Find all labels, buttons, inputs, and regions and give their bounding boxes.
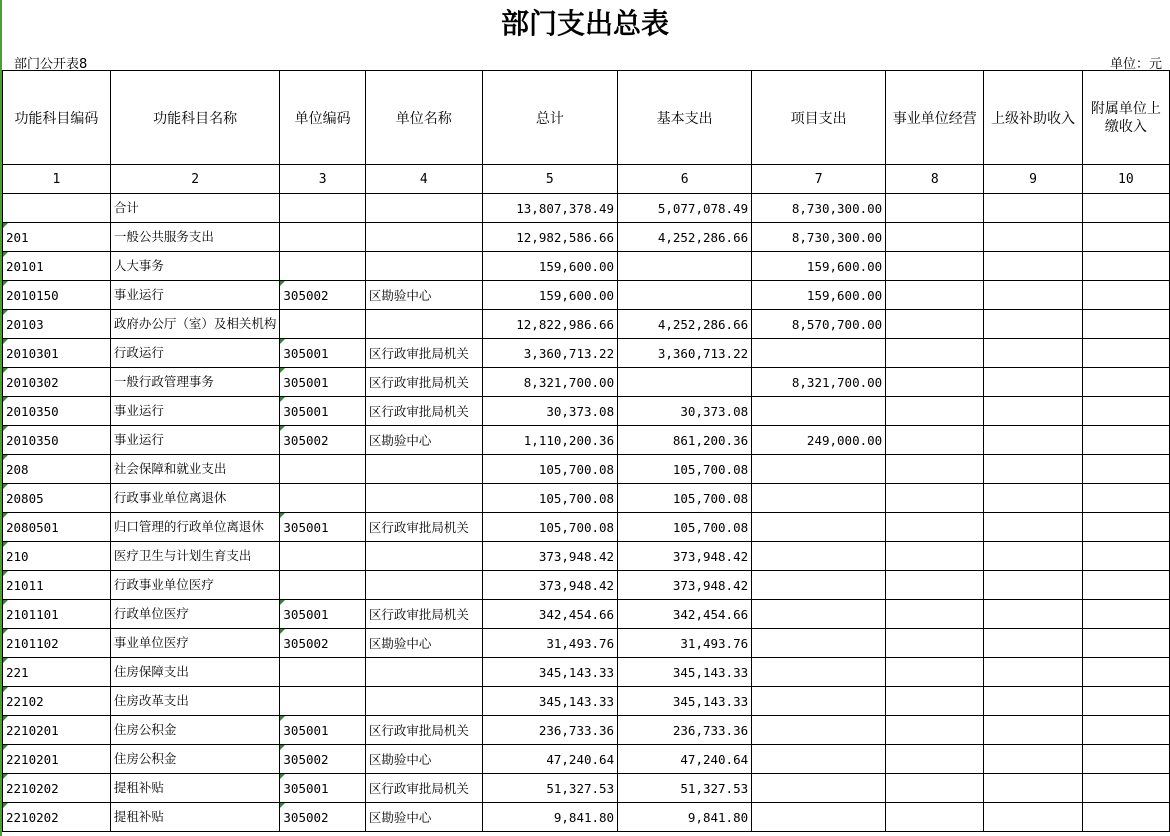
basic-expense-cell[interactable]	[618, 281, 752, 310]
unit-code-cell[interactable]	[280, 223, 366, 252]
superior-subsidy-cell[interactable]	[984, 629, 1082, 658]
basic-expense-cell[interactable]: 105,700.08	[618, 455, 752, 484]
project-expense-cell[interactable]: 159,600.00	[752, 252, 886, 281]
project-expense-cell[interactable]: 8,570,700.00	[752, 310, 886, 339]
page-title: 部门支出总表	[500, 7, 669, 40]
header-cell[interactable]: 附属单位上缴收入	[1082, 71, 1169, 165]
basic-expense-cell[interactable]: 3,360,713.22	[618, 339, 752, 368]
table-row	[3, 600, 1170, 629]
header-cell[interactable]: 总计	[482, 71, 618, 165]
affiliated-unit-cell[interactable]	[1082, 571, 1169, 600]
affiliated-unit-cell[interactable]	[1082, 368, 1169, 397]
total-cell[interactable]: 12,982,586.66	[482, 223, 618, 252]
total-cell[interactable]: 13,807,378.49	[482, 194, 618, 223]
function-name-cell[interactable]: 事业单位医疗	[110, 629, 280, 658]
column-index-cell[interactable]: 4	[365, 165, 482, 194]
project-expense-cell[interactable]	[752, 629, 886, 658]
unit-code-cell[interactable]	[280, 455, 366, 484]
table-row	[3, 774, 1170, 803]
affiliated-unit-cell[interactable]	[1082, 252, 1169, 281]
superior-subsidy-cell[interactable]	[984, 803, 1082, 832]
unit-code-cell[interactable]	[280, 310, 366, 339]
business-operation-cell[interactable]	[886, 745, 984, 774]
total-cell[interactable]: 12,822,986.66	[482, 310, 618, 339]
total-cell[interactable]: 9,841.80	[482, 803, 618, 832]
header-cell[interactable]: 功能科目编码	[3, 71, 111, 165]
business-operation-cell[interactable]	[886, 484, 984, 513]
unit-label: 单位：元	[1109, 57, 1162, 72]
basic-expense-cell[interactable]: 4,252,286.66	[618, 223, 752, 252]
table-row	[3, 542, 1170, 571]
function-code-cell[interactable]: 2210201	[3, 716, 111, 745]
function-code-cell[interactable]: 20103	[3, 310, 111, 339]
business-operation-cell[interactable]	[886, 600, 984, 629]
basic-expense-cell[interactable]	[618, 252, 752, 281]
function-name-cell[interactable]: 行政事业单位离退休	[110, 484, 280, 513]
unit-name-cell[interactable]: 区勘验中心	[365, 803, 482, 832]
unit-code-cell[interactable]: 305002	[280, 745, 366, 774]
superior-subsidy-cell[interactable]	[984, 658, 1082, 687]
affiliated-unit-cell[interactable]	[1082, 484, 1169, 513]
total-cell[interactable]: 345,143.33	[482, 687, 618, 716]
function-name-cell[interactable]: 归口管理的行政单位离退休	[110, 513, 280, 542]
basic-expense-cell[interactable]: 236,733.36	[618, 716, 752, 745]
column-index-cell[interactable]: 2	[110, 165, 280, 194]
table-row	[3, 252, 1170, 281]
superior-subsidy-cell[interactable]	[984, 397, 1082, 426]
project-expense-cell[interactable]: 8,321,700.00	[752, 368, 886, 397]
project-expense-cell[interactable]	[752, 397, 886, 426]
basic-expense-cell[interactable]: 345,143.33	[618, 658, 752, 687]
affiliated-unit-cell[interactable]	[1082, 745, 1169, 774]
unit-name-cell[interactable]: 区勘验中心	[365, 745, 482, 774]
total-cell[interactable]: 345,143.33	[482, 658, 618, 687]
table-row	[3, 803, 1170, 832]
function-code-cell[interactable]: 2210202	[3, 803, 111, 832]
function-code-cell[interactable]: 2010350	[3, 397, 111, 426]
table-row	[3, 397, 1170, 426]
business-operation-cell[interactable]	[886, 223, 984, 252]
function-name-cell[interactable]: 行政单位医疗	[110, 600, 280, 629]
basic-expense-cell[interactable]: 373,948.42	[618, 542, 752, 571]
function-code-cell[interactable]: 2010350	[3, 426, 111, 455]
unit-code-cell[interactable]: 305001	[280, 339, 366, 368]
affiliated-unit-cell[interactable]	[1082, 629, 1169, 658]
unit-name-cell[interactable]	[365, 658, 482, 687]
table-row	[3, 745, 1170, 774]
affiliated-unit-cell[interactable]	[1082, 542, 1169, 571]
table-row	[3, 571, 1170, 600]
function-name-cell[interactable]: 社会保障和就业支出	[110, 455, 280, 484]
business-operation-cell[interactable]	[886, 281, 984, 310]
column-index-cell[interactable]: 6	[618, 165, 752, 194]
function-name-cell[interactable]: 一般行政管理事务	[110, 368, 280, 397]
superior-subsidy-cell[interactable]	[984, 223, 1082, 252]
unit-code-cell[interactable]	[280, 687, 366, 716]
business-operation-cell[interactable]	[886, 716, 984, 745]
header-cell[interactable]: 单位编码	[280, 71, 366, 165]
unit-name-cell[interactable]: 区行政审批局机关	[365, 368, 482, 397]
superior-subsidy-cell[interactable]	[984, 571, 1082, 600]
header-cell[interactable]: 功能科目名称	[110, 71, 280, 165]
unit-code-cell[interactable]: 305001	[280, 774, 366, 803]
basic-expense-cell[interactable]: 51,327.53	[618, 774, 752, 803]
table-row	[3, 629, 1170, 658]
function-name-cell[interactable]: 一般公共服务支出	[110, 223, 280, 252]
function-name-cell[interactable]: 合计	[110, 194, 280, 223]
superior-subsidy-cell[interactable]	[984, 745, 1082, 774]
total-cell[interactable]: 373,948.42	[482, 542, 618, 571]
unit-name-cell[interactable]	[365, 571, 482, 600]
business-operation-cell[interactable]	[886, 803, 984, 832]
function-name-cell[interactable]: 提租补贴	[110, 774, 280, 803]
basic-expense-cell[interactable]: 30,373.08	[618, 397, 752, 426]
unit-code-cell[interactable]: 305001	[280, 368, 366, 397]
function-code-cell[interactable]: 21011	[3, 571, 111, 600]
table-row	[3, 339, 1170, 368]
affiliated-unit-cell[interactable]	[1082, 658, 1169, 687]
table-row	[3, 658, 1170, 687]
affiliated-unit-cell[interactable]	[1082, 194, 1169, 223]
business-operation-cell[interactable]	[886, 542, 984, 571]
form-label: 部门公开表8	[14, 57, 88, 72]
function-name-cell[interactable]: 住房改革支出	[110, 687, 280, 716]
unit-code-cell[interactable]	[280, 484, 366, 513]
basic-expense-cell[interactable]: 342,454.66	[618, 600, 752, 629]
project-expense-cell[interactable]	[752, 745, 886, 774]
total-cell[interactable]: 47,240.64	[482, 745, 618, 774]
superior-subsidy-cell[interactable]	[984, 687, 1082, 716]
function-name-cell[interactable]: 住房保障支出	[110, 658, 280, 687]
function-code-cell[interactable]: 221	[3, 658, 111, 687]
unit-code-cell[interactable]	[280, 252, 366, 281]
affiliated-unit-cell[interactable]	[1082, 774, 1169, 803]
basic-expense-cell[interactable]: 373,948.42	[618, 571, 752, 600]
function-name-cell[interactable]: 事业运行	[110, 281, 280, 310]
table-row	[3, 716, 1170, 745]
unit-name-cell[interactable]	[365, 542, 482, 571]
affiliated-unit-cell[interactable]	[1082, 339, 1169, 368]
function-code-cell[interactable]: 2010301	[3, 339, 111, 368]
affiliated-unit-cell[interactable]	[1082, 310, 1169, 339]
function-name-cell[interactable]: 事业运行	[110, 397, 280, 426]
unit-name-cell[interactable]: 区行政审批局机关	[365, 600, 482, 629]
function-code-cell[interactable]: 20805	[3, 484, 111, 513]
total-cell[interactable]: 236,733.36	[482, 716, 618, 745]
project-expense-cell[interactable]: 159,600.00	[752, 281, 886, 310]
unit-name-cell[interactable]: 区行政审批局机关	[365, 397, 482, 426]
project-expense-cell[interactable]	[752, 658, 886, 687]
superior-subsidy-cell[interactable]	[984, 600, 1082, 629]
project-expense-cell[interactable]	[752, 716, 886, 745]
function-name-cell[interactable]: 事业运行	[110, 426, 280, 455]
superior-subsidy-cell[interactable]	[984, 426, 1082, 455]
business-operation-cell[interactable]	[886, 774, 984, 803]
total-cell[interactable]: 159,600.00	[482, 281, 618, 310]
affiliated-unit-cell[interactable]	[1082, 397, 1169, 426]
table-row	[3, 368, 1170, 397]
business-operation-cell[interactable]	[886, 397, 984, 426]
column-index-cell[interactable]: 10	[1082, 165, 1169, 194]
unit-code-cell[interactable]: 305001	[280, 600, 366, 629]
unit-name-cell[interactable]: 区行政审批局机关	[365, 339, 482, 368]
basic-expense-cell[interactable]: 4,252,286.66	[618, 310, 752, 339]
superior-subsidy-cell[interactable]	[984, 194, 1082, 223]
column-index-cell[interactable]: 1	[3, 165, 111, 194]
unit-name-cell[interactable]	[365, 687, 482, 716]
superior-subsidy-cell[interactable]	[984, 716, 1082, 745]
column-index-row	[3, 165, 1170, 194]
unit-name-cell[interactable]: 区行政审批局机关	[365, 774, 482, 803]
project-expense-cell[interactable]	[752, 455, 886, 484]
table-row	[3, 223, 1170, 252]
basic-expense-cell[interactable]: 105,700.08	[618, 484, 752, 513]
basic-expense-cell[interactable]: 861,200.36	[618, 426, 752, 455]
table-row	[3, 687, 1170, 716]
affiliated-unit-cell[interactable]	[1082, 687, 1169, 716]
table-row	[3, 513, 1170, 542]
function-code-cell[interactable]: 2101101	[3, 600, 111, 629]
superior-subsidy-cell[interactable]	[984, 513, 1082, 542]
function-code-cell[interactable]: 2210202	[3, 774, 111, 803]
project-expense-cell[interactable]	[752, 339, 886, 368]
project-expense-cell[interactable]	[752, 571, 886, 600]
function-code-cell[interactable]: 20101	[3, 252, 111, 281]
business-operation-cell[interactable]	[886, 426, 984, 455]
affiliated-unit-cell[interactable]	[1082, 223, 1169, 252]
function-code-cell[interactable]: 201	[3, 223, 111, 252]
table-row	[3, 426, 1170, 455]
unit-code-cell[interactable]: 305002	[280, 803, 366, 832]
function-code-cell[interactable]: 2010302	[3, 368, 111, 397]
superior-subsidy-cell[interactable]	[984, 368, 1082, 397]
basic-expense-cell[interactable]: 105,700.08	[618, 513, 752, 542]
unit-code-cell[interactable]: 305002	[280, 281, 366, 310]
header-cell[interactable]: 上级补助收入	[984, 71, 1082, 165]
superior-subsidy-cell[interactable]	[984, 281, 1082, 310]
business-operation-cell[interactable]	[886, 194, 984, 223]
basic-expense-cell[interactable]: 345,143.33	[618, 687, 752, 716]
total-cell[interactable]: 1,110,200.36	[482, 426, 618, 455]
column-index-cell[interactable]: 8	[886, 165, 984, 194]
project-expense-cell[interactable]	[752, 803, 886, 832]
unit-name-cell[interactable]: 区行政审批局机关	[365, 716, 482, 745]
affiliated-unit-cell[interactable]	[1082, 281, 1169, 310]
column-index-cell[interactable]: 9	[984, 165, 1082, 194]
header-cell[interactable]: 基本支出	[618, 71, 752, 165]
function-name-cell[interactable]: 提租补贴	[110, 803, 280, 832]
table-row	[3, 310, 1170, 339]
affiliated-unit-cell[interactable]	[1082, 455, 1169, 484]
header-cell[interactable]: 单位名称	[365, 71, 482, 165]
superior-subsidy-cell[interactable]	[984, 339, 1082, 368]
basic-expense-cell[interactable]: 5,077,078.49	[618, 194, 752, 223]
basic-expense-cell[interactable]: 31,493.76	[618, 629, 752, 658]
unit-name-cell[interactable]	[365, 484, 482, 513]
header-row	[3, 71, 1170, 165]
function-code-cell[interactable]: 208	[3, 455, 111, 484]
column-index-cell[interactable]: 7	[752, 165, 886, 194]
unit-name-cell[interactable]: 区勘验中心	[365, 629, 482, 658]
column-index-cell[interactable]: 3	[280, 165, 366, 194]
project-expense-cell[interactable]	[752, 687, 886, 716]
table-row	[3, 455, 1170, 484]
total-cell[interactable]: 342,454.66	[482, 600, 618, 629]
function-name-cell[interactable]: 住房公积金	[110, 745, 280, 774]
total-cell[interactable]: 51,327.53	[482, 774, 618, 803]
table-row	[3, 484, 1170, 513]
function-name-cell[interactable]: 行政事业单位医疗	[110, 571, 280, 600]
affiliated-unit-cell[interactable]	[1082, 803, 1169, 832]
header-cell[interactable]: 事业单位经营	[886, 71, 984, 165]
total-cell[interactable]: 31,493.76	[482, 629, 618, 658]
unit-code-cell[interactable]: 305002	[280, 426, 366, 455]
unit-code-cell[interactable]: 305001	[280, 513, 366, 542]
business-operation-cell[interactable]	[886, 339, 984, 368]
basic-expense-cell[interactable]: 9,841.80	[618, 803, 752, 832]
superior-subsidy-cell[interactable]	[984, 455, 1082, 484]
unit-name-cell[interactable]: 区行政审批局机关	[365, 513, 482, 542]
superior-subsidy-cell[interactable]	[984, 542, 1082, 571]
total-cell[interactable]: 30,373.08	[482, 397, 618, 426]
business-operation-cell[interactable]	[886, 310, 984, 339]
project-expense-cell[interactable]	[752, 484, 886, 513]
function-name-cell[interactable]: 政府办公厅（室）及相关机构	[110, 310, 280, 339]
business-operation-cell[interactable]	[886, 658, 984, 687]
unit-code-cell[interactable]	[280, 571, 366, 600]
function-name-cell[interactable]: 医疗卫生与计划生育支出	[110, 542, 280, 571]
function-name-cell[interactable]: 行政运行	[110, 339, 280, 368]
unit-code-cell[interactable]: 305002	[280, 629, 366, 658]
business-operation-cell[interactable]	[886, 571, 984, 600]
unit-name-cell[interactable]: 区勘验中心	[365, 281, 482, 310]
unit-code-cell[interactable]: 305001	[280, 716, 366, 745]
business-operation-cell[interactable]	[886, 513, 984, 542]
function-code-cell[interactable]: 22102	[3, 687, 111, 716]
total-cell[interactable]: 373,948.42	[482, 571, 618, 600]
unit-code-cell[interactable]: 305001	[280, 397, 366, 426]
function-code-cell[interactable]: 2101102	[3, 629, 111, 658]
project-expense-cell[interactable]: 8,730,300.00	[752, 194, 886, 223]
basic-expense-cell[interactable]	[618, 368, 752, 397]
total-cell[interactable]: 3,360,713.22	[482, 339, 618, 368]
basic-expense-cell[interactable]: 47,240.64	[618, 745, 752, 774]
unit-name-cell[interactable]	[365, 455, 482, 484]
superior-subsidy-cell[interactable]	[984, 484, 1082, 513]
unit-code-cell[interactable]	[280, 542, 366, 571]
table-row	[3, 194, 1170, 223]
expenditure-table	[2, 70, 1170, 832]
business-operation-cell[interactable]	[886, 455, 984, 484]
project-expense-cell[interactable]	[752, 774, 886, 803]
function-name-cell[interactable]: 住房公积金	[110, 716, 280, 745]
project-expense-cell[interactable]: 8,730,300.00	[752, 223, 886, 252]
table-row	[3, 281, 1170, 310]
unit-name-cell[interactable]: 区勘验中心	[365, 426, 482, 455]
superior-subsidy-cell[interactable]	[984, 252, 1082, 281]
function-code-cell[interactable]: 2080501	[3, 513, 111, 542]
header-cell[interactable]: 项目支出	[752, 71, 886, 165]
unit-name-cell[interactable]	[365, 223, 482, 252]
total-cell[interactable]: 159,600.00	[482, 252, 618, 281]
business-operation-cell[interactable]	[886, 252, 984, 281]
function-code-cell[interactable]	[3, 194, 111, 223]
unit-name-cell[interactable]	[365, 194, 482, 223]
affiliated-unit-cell[interactable]	[1082, 600, 1169, 629]
project-expense-cell[interactable]	[752, 513, 886, 542]
function-code-cell[interactable]: 210	[3, 542, 111, 571]
function-code-cell[interactable]: 2210201	[3, 745, 111, 774]
project-expense-cell[interactable]	[752, 542, 886, 571]
business-operation-cell[interactable]	[886, 368, 984, 397]
project-expense-cell[interactable]	[752, 600, 886, 629]
unit-code-cell[interactable]	[280, 194, 366, 223]
business-operation-cell[interactable]	[886, 687, 984, 716]
unit-name-cell[interactable]	[365, 252, 482, 281]
affiliated-unit-cell[interactable]	[1082, 513, 1169, 542]
unit-name-cell[interactable]	[365, 310, 482, 339]
total-cell[interactable]: 105,700.08	[482, 513, 618, 542]
business-operation-cell[interactable]	[886, 629, 984, 658]
affiliated-unit-cell[interactable]	[1082, 426, 1169, 455]
unit-code-cell[interactable]	[280, 658, 366, 687]
superior-subsidy-cell[interactable]	[984, 310, 1082, 339]
function-code-cell[interactable]: 2010150	[3, 281, 111, 310]
total-cell[interactable]: 8,321,700.00	[482, 368, 618, 397]
function-name-cell[interactable]: 人大事务	[110, 252, 280, 281]
project-expense-cell[interactable]: 249,000.00	[752, 426, 886, 455]
total-cell[interactable]: 105,700.08	[482, 484, 618, 513]
affiliated-unit-cell[interactable]	[1082, 716, 1169, 745]
superior-subsidy-cell[interactable]	[984, 774, 1082, 803]
total-cell[interactable]: 105,700.08	[482, 455, 618, 484]
column-index-cell[interactable]: 5	[482, 165, 618, 194]
